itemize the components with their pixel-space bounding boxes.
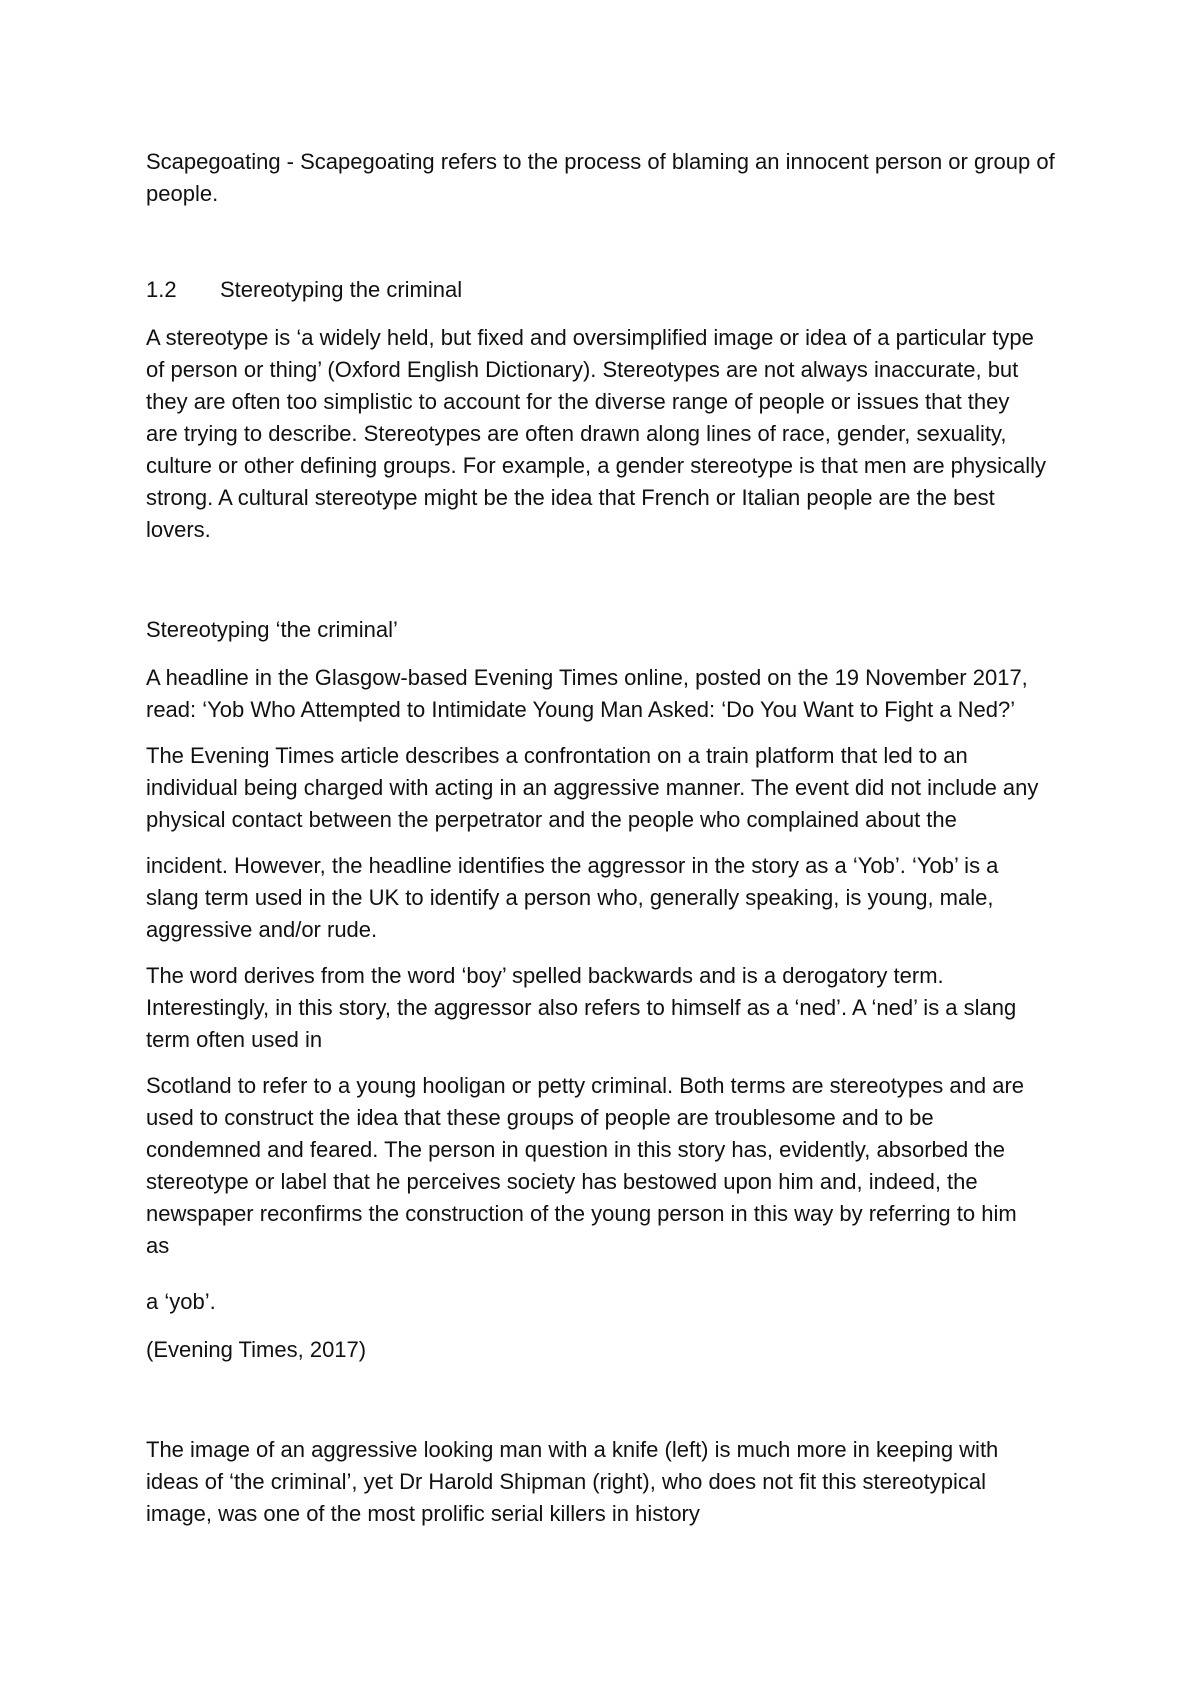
text-line: A stereotype is ‘a widely held, but fixed and oversimplified image or idea of a particular type <box>146 325 1034 350</box>
text-line: strong. A cultural stereotype might be the idea that French or Italian people are the best <box>146 485 995 510</box>
text-line: A headline in the Glasgow-based Evening Times online, posted on the 19 November 2017, <box>146 665 1028 690</box>
text-line: The word derives from the word ‘boy’ spelled backwards and is a derogatory term. <box>146 963 944 988</box>
subheading-text: Stereotyping ‘the criminal’ <box>146 617 398 642</box>
text-line: newspaper reconfirms the construction of the young person in this way by referring to him <box>146 1201 1017 1226</box>
text-line: culture or other defining groups. For example, a gender stereotype is that men are physically <box>146 453 1047 478</box>
incident-paragraph <box>146 850 1076 946</box>
section-number: 1.2 <box>146 277 177 302</box>
text-line: physical contact between the perpetrator and the people who complained about the <box>146 807 957 832</box>
section-title: Stereotyping the criminal <box>220 277 463 302</box>
text-line: as <box>146 1233 170 1258</box>
text-line: image, was one of the most prolific serial killers in history <box>146 1501 700 1526</box>
section-heading <box>146 274 462 306</box>
article-paragraph <box>146 740 1076 836</box>
citation-text: (Evening Times, 2017) <box>146 1337 367 1362</box>
scotland-paragraph <box>146 1070 1076 1262</box>
definition-paragraph <box>146 322 1076 546</box>
yob-line <box>146 1286 1076 1318</box>
text-line: The image of an aggressive looking man with a knife (left) is much more in keeping with <box>146 1437 999 1462</box>
image-description-paragraph <box>146 1434 1076 1530</box>
text-line: slang term used in the UK to identify a person who, generally speaking, is young, male, <box>146 885 994 910</box>
text-line: used to construct the idea that these groups of people are troublesome and to be <box>146 1105 934 1130</box>
text-line: they are often too simplistic to account for the diverse range of people or issues that they <box>146 389 1010 414</box>
scapegoating-paragraph <box>146 146 1076 210</box>
citation <box>146 1334 1076 1366</box>
text-line: aggressive and/or rude. <box>146 917 378 942</box>
text-line: individual being charged with acting in an aggressive manner. The event did not include any <box>146 775 1039 800</box>
text-line: Scapegoating - Scapegoating refers to the process of blaming an innocent person or group of <box>146 149 1055 174</box>
text-line: ideas of ‘the criminal’, yet Dr Harold Shipman (right), who does not fit this stereotypical <box>146 1469 987 1494</box>
text-line: incident. However, the headline identifies the aggressor in the story as a ‘Yob’. ‘Yob’ is a <box>146 853 999 878</box>
text-line: condemned and feared. The person in question in this story has, evidently, absorbed the <box>146 1137 1005 1162</box>
text-line: of person or thing’ (Oxford English Dictionary). Stereotypes are not always inaccurate, but <box>146 357 1019 382</box>
headline-paragraph <box>146 662 1076 726</box>
word-derivation-paragraph <box>146 960 1076 1056</box>
text-line: lovers. <box>146 517 211 542</box>
text-line: a ‘yob’. <box>146 1289 216 1314</box>
text-line: people. <box>146 181 219 206</box>
text-line: The Evening Times article describes a confrontation on a train platform that led to an <box>146 743 968 768</box>
text-line: Interestingly, in this story, the aggressor also refers to himself as a ‘ned’. A ‘ned’ is a slang <box>146 995 1017 1020</box>
text-line: read: ‘Yob Who Attempted to Intimidate Young Man Asked: ‘Do You Want to Fight a Ned?’ <box>146 697 1016 722</box>
subheading <box>146 614 1076 646</box>
text-line: Scotland to refer to a young hooligan or petty criminal. Both terms are stereotypes and are <box>146 1073 1025 1098</box>
text-line: stereotype or label that he perceives society has bestowed upon him and, indeed, the <box>146 1169 978 1194</box>
text-line: are trying to describe. Stereotypes are often drawn along lines of race, gender, sexuality, <box>146 421 1007 446</box>
text-line: term often used in <box>146 1027 323 1052</box>
